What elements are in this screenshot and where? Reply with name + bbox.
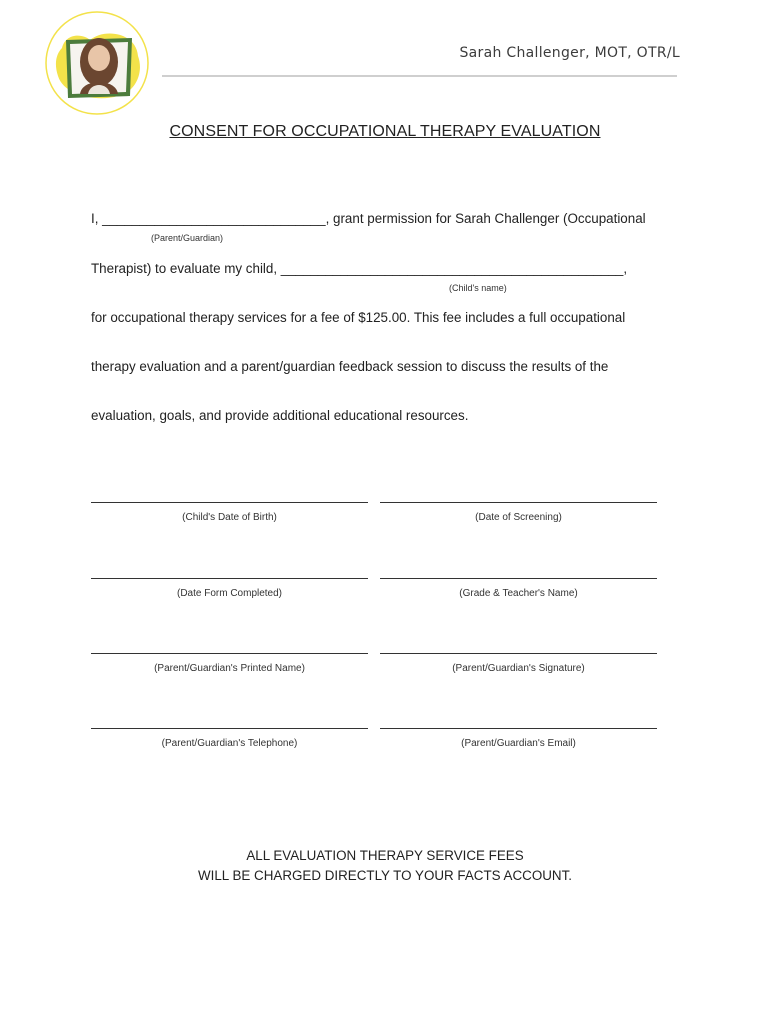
consent-line-parent[interactable]: I, ______________________________, grant permission for Sarah Challenger (Occupational bbox=[91, 211, 646, 226]
field-label: (Parent/Guardian's Email) bbox=[461, 738, 576, 749]
signature-line[interactable] bbox=[380, 728, 657, 729]
field-date-of-screening[interactable] bbox=[380, 502, 657, 523]
field-grade-teacher[interactable] bbox=[380, 578, 657, 599]
parent-guardian-hint: (Parent/Guardian) bbox=[151, 233, 224, 243]
signature-line[interactable] bbox=[91, 653, 368, 654]
field-guardian-signature[interactable] bbox=[380, 653, 657, 674]
field-label: (Parent/Guardian's Printed Name) bbox=[154, 663, 305, 674]
consent-line-fee: for occupational therapy services for a fee of $125.00. This fee includes a full occupational bbox=[91, 310, 626, 325]
portrait-photo-icon bbox=[44, 10, 150, 116]
consent-line-resources: evaluation, goals, and provide additional educational resources. bbox=[91, 408, 469, 423]
signature-line[interactable] bbox=[380, 578, 657, 579]
field-guardian-printed-name[interactable] bbox=[91, 653, 368, 674]
provider-name: Sarah Challenger, MOT, OTR/L bbox=[459, 45, 680, 61]
signature-line[interactable] bbox=[380, 502, 657, 503]
fee-notice-line-1: ALL EVALUATION THERAPY SERVICE FEES bbox=[246, 848, 524, 863]
field-label: (Parent/Guardian's Telephone) bbox=[161, 738, 298, 749]
signature-line[interactable] bbox=[91, 728, 368, 729]
field-guardian-email[interactable] bbox=[380, 728, 657, 749]
field-guardian-telephone[interactable] bbox=[91, 728, 368, 749]
consent-line-child[interactable]: Therapist) to evaluate my child, ______________________________________________, bbox=[91, 261, 628, 276]
field-label: (Date of Screening) bbox=[475, 512, 562, 523]
field-label: (Parent/Guardian's Signature) bbox=[452, 663, 585, 674]
document-title: CONSENT FOR OCCUPATIONAL THERAPY EVALUATION bbox=[169, 123, 601, 140]
signature-line[interactable] bbox=[91, 502, 368, 503]
fee-notice-line-2: WILL BE CHARGED DIRECTLY TO YOUR FACTS ACCOUNT. bbox=[197, 868, 573, 883]
child-name-hint: (Child's name) bbox=[449, 283, 507, 293]
signature-line[interactable] bbox=[91, 578, 368, 579]
fee-notice bbox=[0, 846, 770, 886]
signature-line[interactable] bbox=[380, 653, 657, 654]
header-divider bbox=[162, 75, 677, 77]
provider-logo bbox=[44, 10, 150, 116]
field-date-form-completed[interactable] bbox=[91, 578, 368, 599]
field-label: (Date Form Completed) bbox=[176, 588, 283, 599]
field-child-dob[interactable] bbox=[91, 502, 368, 523]
field-label: (Grade & Teacher's Name) bbox=[459, 588, 578, 599]
field-label: (Child's Date of Birth) bbox=[182, 512, 277, 523]
consent-line-evaluation: therapy evaluation and a parent/guardian feedback session to discuss the results of the bbox=[91, 359, 609, 374]
